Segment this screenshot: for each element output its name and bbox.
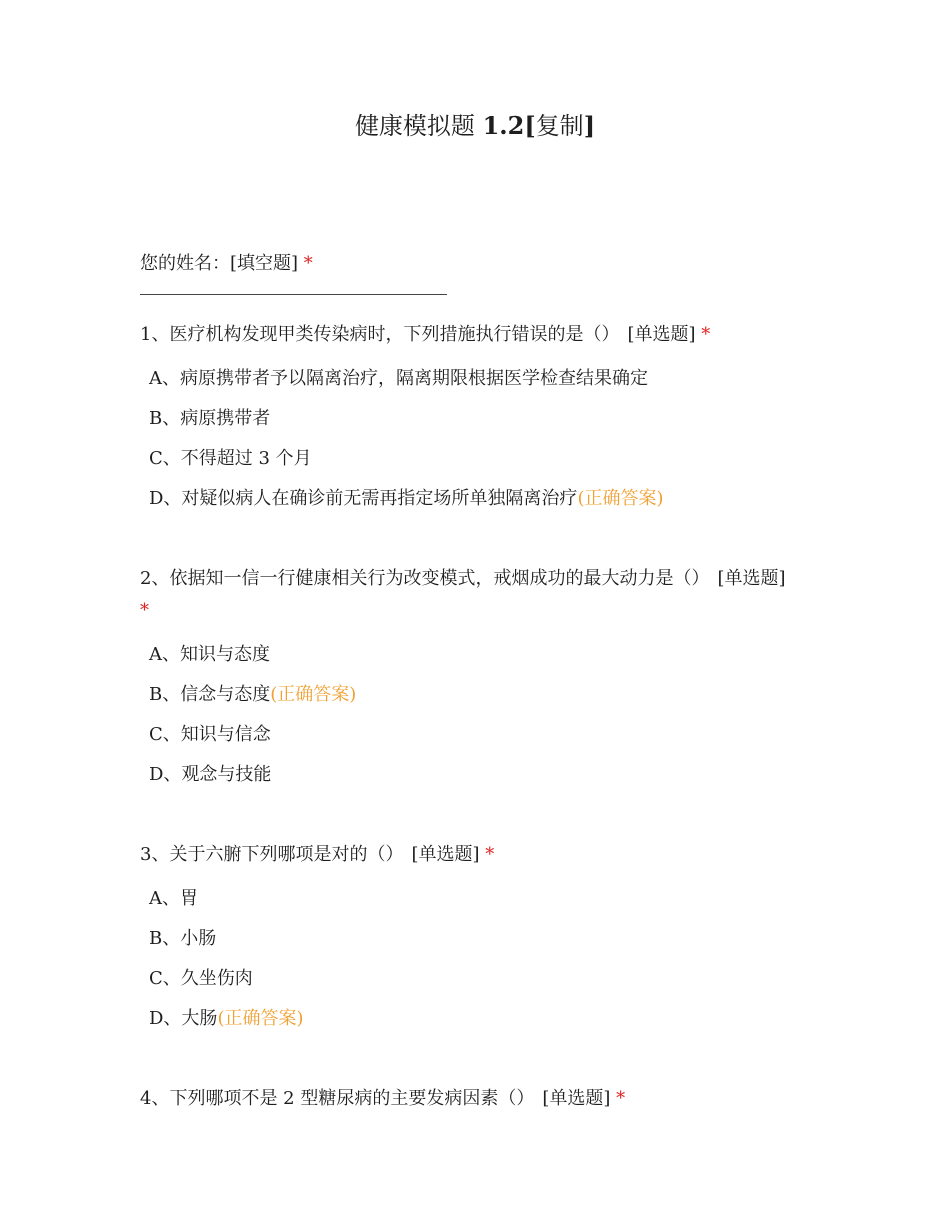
question-type: [填空题] bbox=[230, 253, 299, 274]
question-type: [单选题] bbox=[411, 844, 480, 865]
option-text: C、久坐伤肉 bbox=[149, 968, 253, 989]
option-a[interactable] bbox=[140, 359, 820, 399]
correct-answer-tag: (正确答案) bbox=[270, 684, 357, 705]
survey-content bbox=[140, 248, 820, 1115]
option-text: D、大肠 bbox=[149, 1008, 218, 1029]
required-star: * bbox=[701, 324, 711, 345]
option-list bbox=[140, 635, 820, 795]
option-a[interactable] bbox=[140, 879, 820, 919]
question-text: 1、医疗机构发现甲类传染病时，下列措施执行错误的是（） bbox=[140, 324, 620, 345]
question-title bbox=[140, 319, 820, 351]
option-text: A、知识与态度 bbox=[149, 644, 270, 665]
option-text: B、小肠 bbox=[149, 928, 217, 949]
required-star: * bbox=[616, 1088, 626, 1109]
option-text: A、胃 bbox=[149, 888, 198, 909]
question-block-1 bbox=[140, 319, 820, 519]
question-type: [单选题] bbox=[542, 1088, 611, 1109]
option-list bbox=[140, 879, 820, 1039]
correct-answer-tag: (正确答案) bbox=[217, 1008, 304, 1029]
required-star: * bbox=[303, 253, 313, 274]
name-input-line[interactable] bbox=[140, 294, 447, 295]
question-text: 2、依据知一信一行健康相关行为改变模式，戒烟成功的最大动力是（） bbox=[140, 568, 710, 589]
title-copy: 复制 bbox=[535, 112, 584, 140]
question-block-3 bbox=[140, 839, 820, 1039]
name-question-label: 您的姓名： bbox=[140, 253, 230, 274]
correct-answer-tag: (正确答案) bbox=[577, 488, 664, 509]
option-text: D、观念与技能 bbox=[149, 764, 272, 785]
title-main: 健康模拟题 bbox=[354, 112, 483, 140]
option-d[interactable] bbox=[140, 755, 820, 795]
question-text: 3、关于六腑下列哪项是对的（） bbox=[140, 844, 404, 865]
question-type: [单选题] bbox=[717, 568, 786, 589]
option-text: B、病原携带者 bbox=[149, 408, 271, 429]
option-c[interactable] bbox=[140, 959, 820, 999]
option-b[interactable] bbox=[140, 919, 820, 959]
question-title bbox=[140, 1083, 820, 1115]
option-list bbox=[140, 359, 820, 519]
question-block-2 bbox=[140, 563, 820, 795]
question-text: 4、下列哪项不是 2 型糖尿病的主要发病因素（） bbox=[140, 1088, 535, 1109]
page-title bbox=[0, 108, 950, 144]
option-text: B、信念与态度 bbox=[149, 684, 271, 705]
question-block-4 bbox=[140, 1083, 820, 1115]
title-close: ] bbox=[583, 111, 596, 140]
name-question bbox=[140, 248, 820, 280]
option-c[interactable] bbox=[140, 439, 820, 479]
option-text: A、病原携带者予以隔离治疗，隔离期限根据医学检查结果确定 bbox=[149, 368, 648, 389]
option-b[interactable] bbox=[140, 675, 820, 715]
option-d[interactable] bbox=[140, 479, 820, 519]
option-text: D、对疑似病人在确诊前无需再指定场所单独隔离治疗 bbox=[149, 488, 578, 509]
option-d[interactable] bbox=[140, 999, 820, 1039]
option-b[interactable] bbox=[140, 399, 820, 439]
option-a[interactable] bbox=[140, 635, 820, 675]
option-text: C、知识与信念 bbox=[149, 724, 271, 745]
question-type: [单选题] bbox=[627, 324, 696, 345]
question-title bbox=[140, 563, 820, 627]
required-star: * bbox=[485, 844, 495, 865]
title-version: 1.2[ bbox=[482, 111, 536, 140]
question-title bbox=[140, 839, 820, 871]
required-star: * bbox=[140, 600, 149, 621]
option-text: C、不得超过 3 个月 bbox=[149, 448, 312, 469]
option-c[interactable] bbox=[140, 715, 820, 755]
